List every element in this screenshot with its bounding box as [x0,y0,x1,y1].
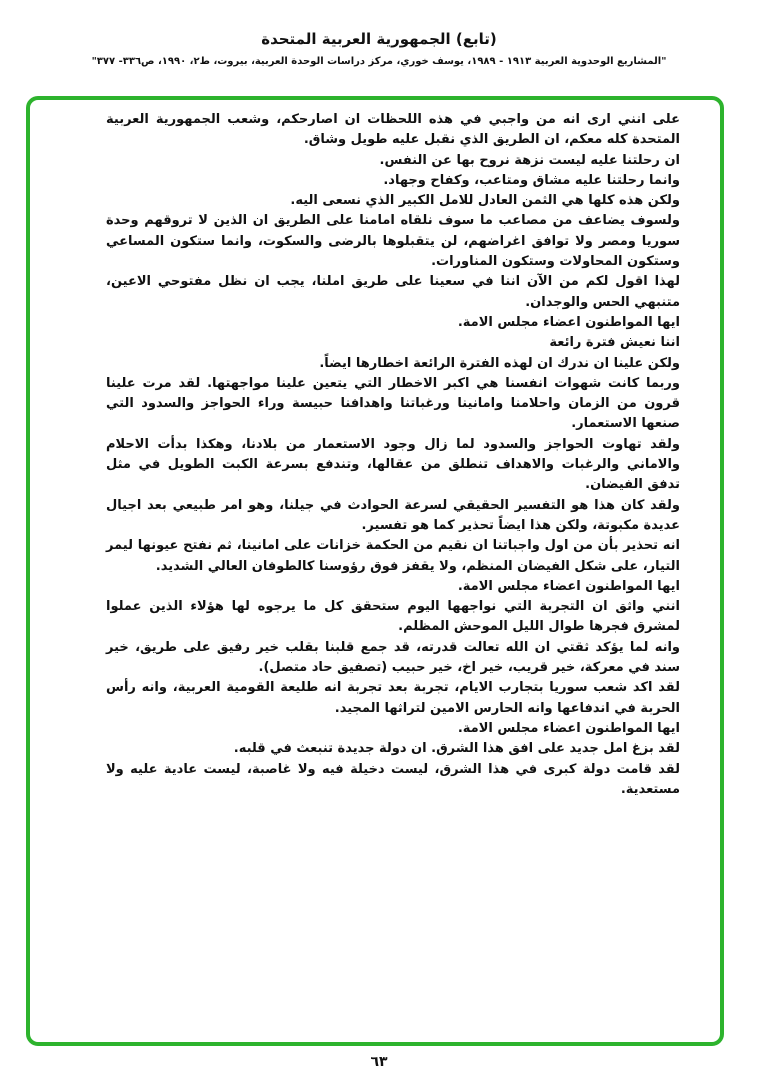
paragraph: ولكن هذه كلها هي الثمن العادل للامل الكبير الذي نسعى اليه. [290,193,680,209]
paragraph: لقد اكد شعب سوريا بتجارب الايام، تجربة بعد تجربة انه طليعة القومية العربية، وانه رأس الحربة في اندفاعها وانه الحارس الامين لتراثها المجيد. [106,680,680,716]
paragraph: ايها المواطنون اعضاء مجلس الامة. [457,720,680,736]
paragraph: لهذا اقول لكم من الآن اننا في سعينا على طريق املنا، يجب ان نظل مفتوحي الاعين، متنبهي الحس والوجدان. [106,274,680,310]
paragraph: ولسوف يضاعف من مصاعب ما سوف نلقاه امامنا على الطريق ان الذين لا تروقهم وحدة سوريا ومصر ولا توافق اغراضهم، لن يتقبلوها بالرضى والسكوت، وانما ستكون المساعي وستكون المحاولات وستكون المناورات. [106,213,680,270]
paragraph: انني واثق ان التجربة التي نواجهها اليوم ستحقق كل ما يرجوه لها هؤلاء الذين عملوا لمشرق فجرها طوال الليل الموحش المظلم. [106,599,680,635]
text-frame [26,96,724,1046]
paragraph: وانما رحلتنا عليه مشاق ومتاعب، وكفاح وجهاد. [383,172,680,188]
paragraph: لقد قامت دولة كبرى في هذا الشرق، ليست دخيلة فيه ولا غاصبة، ليست عادية عليه ولا مستعدية. [106,761,680,797]
speech-text [30,100,720,808]
paragraph: ولقد كان هذا هو التفسير الحقيقي لسرعة الحوادث في جيلنا، وهو امر طبيعي بعد اجيال عديدة مكبوتة، ولكن هذا ايضاً تحذير كما هو تفسير. [106,497,680,533]
paragraph: لقد بزغ امل جديد على افق هذا الشرق. ان دولة جديدة تنبعث في قلبه. [233,741,680,757]
page-header [0,0,758,67]
paragraph: اننا نعيش فترة رائعة [549,335,680,351]
citation-line: "المشاريع الوحدوية العربية ١٩١٣ - ١٩٨٩، يوسف خوري، مركز دراسات الوحدة العربية، بيروت، ط٢، ١٩٩٠، ص٣٣٦- ٣٧٧" [91,56,667,67]
page-number: ٦٣ [370,1054,388,1070]
paragraph: ان رحلتنا عليه ليست نزهة نروح بها عن النفس. [379,152,680,168]
paragraph: ايها المواطنون اعضاء مجلس الامة. [457,578,680,594]
paragraph: وربما كانت شهوات انفسنا هي اكبر الاخطار التي يتعين علينا مواجهتها. لقد مرت علينا قرون من الزمان واحلامنا وامانينا ورغباتنا واهدافنا حبيسة وراء الحواجز والسدود التي صنعها الاستعمار. [106,375,680,432]
paragraph: انه تحذير بأن من اول واجباتنا ان نقيم من الحكمة خزانات على امانينا، ثم نفتح عيونها ليمر التيار، على شكل الفيضان المنظم، ولا يقفز فوق رؤوسنا كالطوفان العالي الشديد. [106,538,680,574]
paragraph: ولكن علينا ان ندرك ان لهذه الفترة الرائعة اخطارها ايضاً. [319,355,680,371]
paragraph: وانه لما يؤكد ثقتي ان الله تعالت قدرته، قد جمع قلبنا بقلب خير رفيق على طريق، خير سند في معركة، خير قريب، خير اخ، خير حبيب (تصفيق حاد متصل). [106,639,680,676]
paragraph: ولقد تهاوت الحواجز والسدود لما زال وجود الاستعمار من بلادنا، وهكذا بدأت الاحلام والاماني والرغبات والاهداف تنطلق من عقالها، وتندفع بسرعة الكبت الطويل في مثل تدفق الفيضان. [106,436,680,493]
paragraph: ايها المواطنون اعضاء مجلس الامة. [457,314,680,330]
paragraph: على انني ارى انه من واجبي في هذه اللحظات ان اصارحكم، وشعب الجمهورية العربية المتحدة كله معكم، ان الطريق الذي نقبل عليه طويل وشاق. [106,112,680,148]
header-title: (تابع) الجمهورية العربية المتحدة [261,30,497,48]
